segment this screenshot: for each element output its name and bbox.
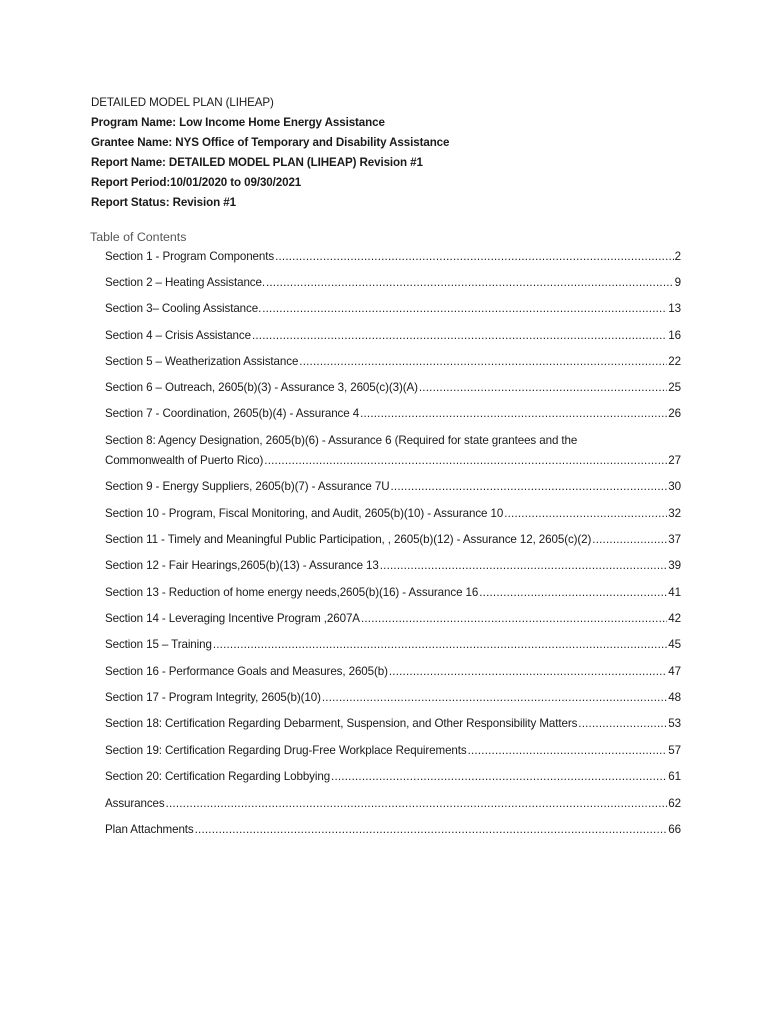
dot-leader <box>322 688 667 708</box>
toc-entry-page-number: 39 <box>668 559 681 572</box>
toc-entry[interactable] <box>105 477 681 497</box>
toc-entry-page-number: 25 <box>668 381 681 394</box>
toc-entry-page-number: 53 <box>668 717 681 730</box>
toc-entry-row <box>105 352 681 372</box>
toc-entry-title: Section 15 – Training <box>105 638 212 651</box>
toc-entry-row <box>105 326 681 346</box>
toc-entry[interactable] <box>105 530 681 550</box>
grantee-name: Grantee Name: NYS Office of Temporary and Disability Assistance <box>91 136 450 149</box>
toc-entry-row <box>105 662 681 682</box>
toc-entry-row <box>105 820 681 840</box>
toc-entry[interactable] <box>105 404 681 424</box>
dot-leader <box>262 299 667 319</box>
toc-entry-title: Section 19: Certification Regarding Drug-Free Workplace Requirements <box>105 744 467 757</box>
toc-entry-row <box>105 504 681 524</box>
toc-entry-title: Section 4 – Crisis Assistance <box>105 329 251 342</box>
toc-entry-row <box>105 378 681 398</box>
toc-entry-title: Section 17 - Program Integrity, 2605(b)(10) <box>105 691 321 704</box>
toc-entry-row <box>105 794 681 814</box>
toc-entry-page-number: 37 <box>668 533 681 546</box>
toc-entry-title: Section 16 - Performance Goals and Measures, 2605(b) <box>105 665 388 678</box>
toc-entry-row <box>105 273 681 293</box>
toc-entry[interactable] <box>105 556 681 576</box>
toc-entry[interactable] <box>105 741 681 761</box>
dot-leader <box>166 794 668 814</box>
toc-entry-row <box>105 609 681 629</box>
dot-leader <box>264 451 667 471</box>
toc-entry-row <box>105 477 681 497</box>
toc-entry-title: Plan Attachments <box>105 823 194 836</box>
toc-entry[interactable] <box>105 635 681 655</box>
toc-entry[interactable] <box>105 352 681 372</box>
dot-leader <box>419 378 667 398</box>
toc-entry-title: Section 13 - Reduction of home energy needs,2605(b)(16) - Assurance 16 <box>105 586 479 599</box>
toc-entry-row <box>105 451 681 471</box>
toc-entry-row <box>105 583 681 603</box>
toc-entry[interactable] <box>105 714 681 734</box>
toc-entry-title: Section 1 - Program Components <box>105 250 275 263</box>
report-header <box>91 93 691 213</box>
toc-entry-title: Section 11 - Timely and Meaningful Public Participation, , 2605(b)(12) - Assurance 12, 2605(c)(2) <box>105 533 592 546</box>
dot-leader <box>578 714 667 734</box>
toc-entry-page-number: 9 <box>674 276 681 289</box>
toc-entry-row <box>105 741 681 761</box>
toc-entry-page-number: 45 <box>668 638 681 651</box>
toc-entry-title: Section 18: Certification Regarding Debarment, Suspension, and Other Responsibility Matters <box>105 717 578 730</box>
program-name: Program Name: Low Income Home Energy Assistance <box>91 116 385 129</box>
toc-entry-page-number: 48 <box>668 691 681 704</box>
dot-leader <box>479 583 667 603</box>
toc-entry-row <box>105 767 681 787</box>
dot-leader <box>380 556 668 576</box>
toc-entry-row <box>105 556 681 576</box>
toc-entry-title: Section 6 – Outreach, 2605(b)(3) - Assurance 3, 2605(c)(3)(A) <box>105 381 418 394</box>
dot-leader <box>331 767 667 787</box>
dot-leader <box>504 504 667 524</box>
toc-entry-page-number: 66 <box>668 823 681 836</box>
toc-entry[interactable] <box>105 688 681 708</box>
dot-leader <box>275 247 674 267</box>
report-status: Report Status: Revision #1 <box>91 196 236 209</box>
toc-entry-row <box>105 635 681 655</box>
toc-entry-page-number: 16 <box>668 329 681 342</box>
dot-leader <box>361 609 667 629</box>
toc-entry-page-number: 30 <box>668 480 681 493</box>
toc-entry-title: Section 3– Cooling Assistance. <box>105 302 262 315</box>
toc-entry-title: Section 2 – Heating Assistance. <box>105 276 265 289</box>
document-title: DETAILED MODEL PLAN (LIHEAP) <box>91 96 274 109</box>
toc-entry[interactable] <box>105 794 681 814</box>
toc-entry-title: Section 9 - Energy Suppliers, 2605(b)(7) - Assurance 7U <box>105 480 390 493</box>
toc-entry-page-number: 42 <box>668 612 681 625</box>
toc-entry-row <box>105 247 681 267</box>
toc-entry-page-number: 41 <box>668 586 681 599</box>
dot-leader <box>213 635 667 655</box>
toc-entry[interactable] <box>105 431 681 471</box>
toc-entry-page-number: 26 <box>668 407 681 420</box>
toc-entry-title: Section 5 – Weatherization Assistance <box>105 355 299 368</box>
toc-entry-page-number: 27 <box>668 454 681 467</box>
dot-leader <box>299 352 667 372</box>
toc-entry-row <box>105 714 681 734</box>
dot-leader <box>391 477 668 497</box>
toc-heading: Table of Contents <box>90 230 187 244</box>
toc-entry[interactable] <box>105 767 681 787</box>
toc-entry-row <box>105 688 681 708</box>
toc-entry[interactable] <box>105 247 681 267</box>
toc-entry-title: Section 7 - Coordination, 2605(b)(4) - Assurance 4 <box>105 407 360 420</box>
toc-entry[interactable] <box>105 504 681 524</box>
toc-entry-page-number: 57 <box>668 744 681 757</box>
toc-entry[interactable] <box>105 820 681 840</box>
toc-entry-page-number: 2 <box>674 250 681 263</box>
dot-leader <box>468 741 668 761</box>
toc-entry[interactable] <box>105 273 681 293</box>
dot-leader <box>266 273 674 293</box>
toc-entry-row <box>105 404 681 424</box>
toc-entry-page-number: 47 <box>668 665 681 678</box>
toc-entry[interactable] <box>105 609 681 629</box>
toc-entry-page-number: 32 <box>668 507 681 520</box>
toc-entry-page-number: 61 <box>668 770 681 783</box>
toc-entry-row <box>105 530 681 550</box>
toc-entry[interactable] <box>105 583 681 603</box>
toc-entry-title: Section 12 - Fair Hearings,2605(b)(13) - Assurance 13 <box>105 559 379 572</box>
toc-entry-title: Assurances <box>105 797 165 810</box>
toc-entry-page-number: 22 <box>668 355 681 368</box>
toc-entry[interactable] <box>105 662 681 682</box>
dot-leader <box>592 530 667 550</box>
dot-leader <box>195 820 668 840</box>
toc-entry-page-number: 62 <box>668 797 681 810</box>
dot-leader <box>252 326 667 346</box>
report-period: Report Period:10/01/2020 to 09/30/2021 <box>91 176 302 189</box>
toc-entry[interactable] <box>105 378 681 398</box>
toc-entry-title: Commonwealth of Puerto Rico) <box>105 454 264 467</box>
toc-entry[interactable] <box>105 299 681 319</box>
toc-entry-title-line1: Section 8: Agency Designation, 2605(b)(6) - Assurance 6 (Required for state grantees and the <box>105 434 578 447</box>
toc-entry-row <box>105 299 681 319</box>
dot-leader <box>360 404 667 424</box>
toc-entry-title: Section 20: Certification Regarding Lobbying <box>105 770 331 783</box>
toc-entry-page-number: 13 <box>668 302 681 315</box>
dot-leader <box>389 662 667 682</box>
toc-entry-title: Section 14 - Leveraging Incentive Program ,2607A <box>105 612 360 625</box>
toc-entry[interactable] <box>105 326 681 346</box>
report-name: Report Name: DETAILED MODEL PLAN (LIHEAP) Revision #1 <box>91 156 423 169</box>
toc-entry-title: Section 10 - Program, Fiscal Monitoring, and Audit, 2605(b)(10) - Assurance 10 <box>105 507 504 520</box>
